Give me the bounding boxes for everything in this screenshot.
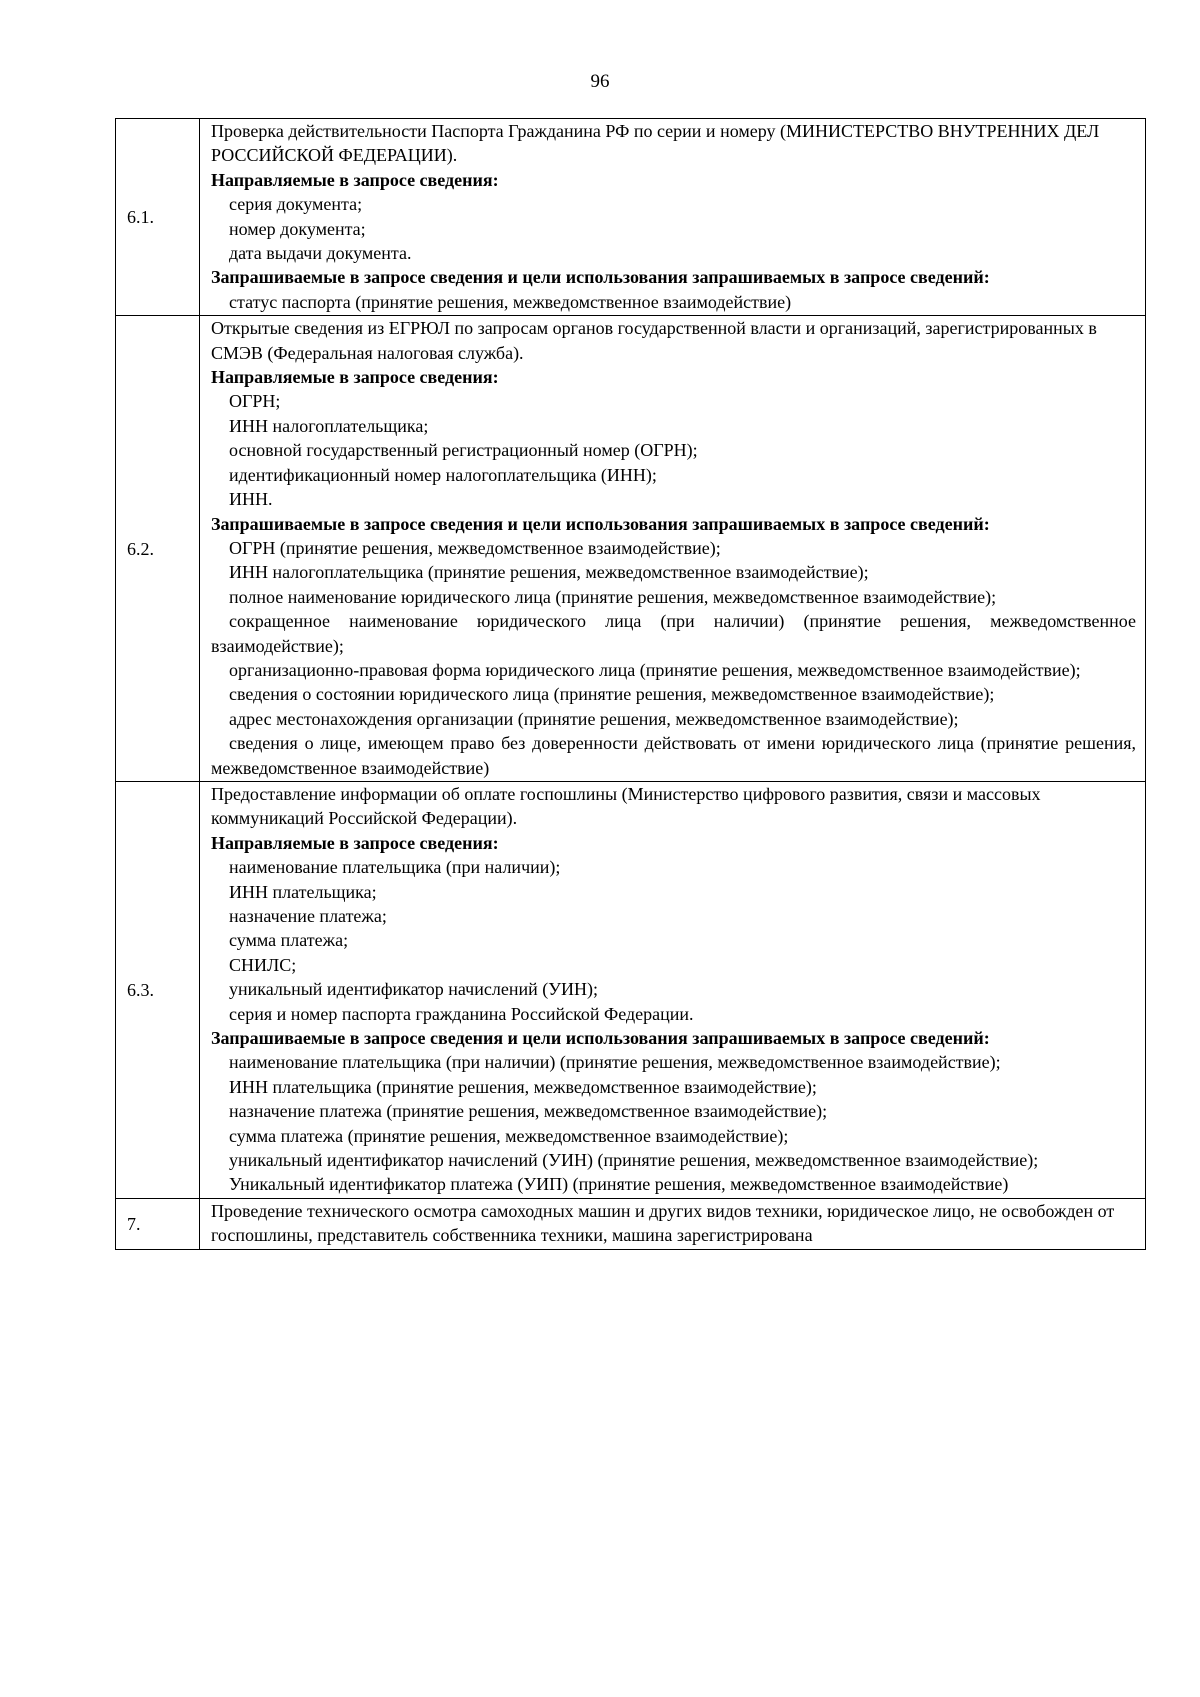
row-number: 7. [116, 1198, 200, 1249]
row-number: 6.2. [116, 316, 200, 782]
requested-data-heading: Запрашиваемые в запросе сведения и цели использования запрашиваемых в запросе сведений: [211, 1028, 990, 1049]
list-item: ИНН плательщика (принятие решения, межведомственное взаимодействие); [229, 1076, 817, 1097]
list-item: сокращенное наименование юридического лица (при наличии) (принятие решения, межведомственное взаимодействие); [211, 611, 1136, 656]
list-item: ИНН плательщика; [229, 881, 377, 902]
list-item: идентификационный номер налогоплательщика (ИНН); [229, 464, 657, 485]
requested-data-heading: Запрашиваемые в запросе сведения и цели использования запрашиваемых в запросе сведений: [211, 267, 990, 288]
list-item: сумма платежа (принятие решения, межведомственное взаимодействие); [229, 1125, 789, 1146]
page-number: 96 [590, 71, 610, 92]
sent-data-list [211, 389, 1136, 511]
requested-data-list [211, 290, 1136, 314]
list-item: сумма платежа; [229, 930, 349, 951]
sent-data-list [211, 855, 1136, 1026]
row-content [200, 119, 1146, 316]
list-item: номер документа; [229, 218, 366, 239]
row-content [200, 316, 1146, 782]
list-item: основной государственный регистрационный номер (ОГРН); [229, 440, 698, 461]
list-item: Уникальный идентификатор платежа (УИП) (принятие решения, межведомственное взаимодействие) [229, 1174, 1009, 1195]
list-item: серия документа; [229, 194, 363, 215]
row-content [200, 781, 1146, 1198]
list-item: ИНН налогоплательщика (принятие решения, межведомственное взаимодействие); [229, 562, 869, 583]
table-row [116, 119, 1146, 316]
list-item: ОГРН; [229, 391, 281, 412]
table-row [116, 316, 1146, 782]
list-item: дата выдачи документа. [229, 243, 412, 264]
sent-data-heading: Направляемые в запросе сведения: [211, 367, 499, 388]
service-description: Проверка действительности Паспорта Гражданина РФ по серии и номеру (МИНИСТЕРСТВО ВНУТРЕННИХ ДЕЛ РОССИЙСКОЙ ФЕДЕРАЦИИ). [211, 121, 1100, 166]
list-item: сведения о состоянии юридического лица (принятие решения, межведомственное взаимодействие); [229, 684, 995, 705]
services-table [115, 118, 1146, 1250]
service-description: Открытые сведения из ЕГРЮЛ по запросам органов государственной власти и организаций, зарегистрированных в СМЭВ (Федеральная налоговая служба). [211, 318, 1097, 363]
requested-data-heading: Запрашиваемые в запросе сведения и цели использования запрашиваемых в запросе сведений: [211, 513, 990, 534]
sent-data-heading: Направляемые в запросе сведения: [211, 832, 499, 853]
requested-data-list [211, 536, 1136, 780]
sent-data-heading: Направляемые в запросе сведения: [211, 169, 499, 190]
row-content [200, 1198, 1146, 1249]
service-description: Предоставление информации об оплате госпошлины (Министерство цифрового развития, связи и массовых коммуникаций Российской Федерации). [211, 783, 1041, 829]
list-item: уникальный идентификатор начислений (УИН) (принятие решения, межведомственное взаимодействие); [229, 1150, 1039, 1171]
requested-data-list [211, 1050, 1136, 1196]
list-item: ИНН налогоплательщика; [229, 415, 429, 436]
list-item: наименование плательщика (при наличии); [229, 857, 561, 878]
service-description: Проведение технического осмотра самоходных машин и других видов техники, юридическое лицо, не освобожден от госпошлины, представитель собственника техники, машина зарегистрирована [211, 1200, 1115, 1246]
sent-data-list [211, 192, 1136, 265]
list-item: ИНН. [229, 489, 273, 510]
table-row [116, 781, 1146, 1198]
list-item: уникальный идентификатор начислений (УИН); [229, 979, 598, 1000]
list-item: СНИЛС; [229, 954, 297, 975]
list-item: ОГРН (принятие решения, межведомственное взаимодействие); [229, 537, 721, 558]
list-item: организационно-правовая форма юридического лица (принятие решения, межведомственное взаимодействие); [229, 659, 1081, 680]
list-item: полное наименование юридического лица (принятие решения, межведомственное взаимодействие); [229, 586, 997, 607]
row-number: 6.3. [116, 781, 200, 1198]
list-item: серия и номер паспорта гражданина Российской Федерации. [229, 1003, 694, 1024]
list-item: назначение платежа (принятие решения, межведомственное взаимодействие); [229, 1101, 828, 1122]
list-item: сведения о лице, имеющем право без доверенности действовать от имени юридического лица (принятие решения, межведомственное взаимодействие) [211, 733, 1136, 778]
list-item: адрес местонахождения организации (принятие решения, межведомственное взаимодействие); [229, 708, 959, 729]
table-row [116, 1198, 1146, 1249]
list-item: статус паспорта (принятие решения, межведомственное взаимодействие) [229, 291, 792, 312]
list-item: наименование плательщика (при наличии) (принятие решения, межведомственное взаимодействие); [229, 1052, 1001, 1073]
row-number: 6.1. [116, 119, 200, 316]
list-item: назначение платежа; [229, 906, 387, 926]
